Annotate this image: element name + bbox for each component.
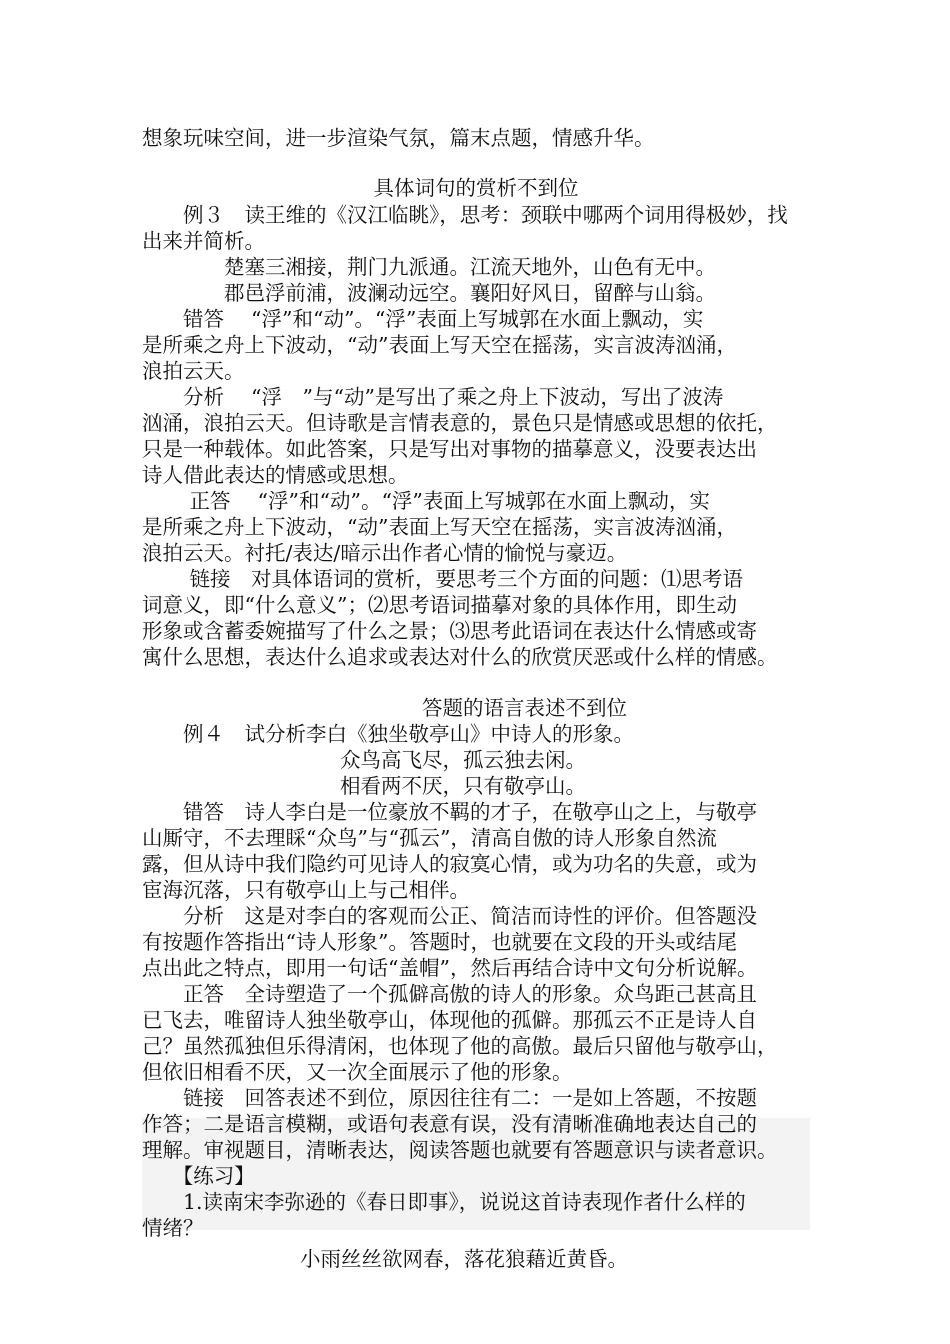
- paragraph-line: 已飞去，唯留诗人独坐敬亭山，体现他的孤僻。那孤云不正是诗人自: [142, 1008, 757, 1032]
- paragraph-line: 但依旧相看不厌，又一次全面展示了他的形象。: [142, 1060, 573, 1084]
- exercise-question: 情绪？: [142, 1216, 204, 1240]
- paragraph-line: 己？虽然孤独但乐得清闲，也体现了他的高傲。最后只留他与敬亭山，: [142, 1034, 778, 1058]
- paragraph-line: 例４ 试分析李白《独坐敬亭山》中诗人的形象。: [142, 722, 634, 746]
- paragraph-line: 浪拍云天。: [142, 359, 245, 383]
- paragraph-line: 是所乘之舟上下波动，“动”表面上写天空在摇荡，实言波涛汹涌，: [142, 333, 737, 357]
- paragraph-line: 露，但从诗中我们隐约可见诗人的寂寞心情，或为功名的失意，或为: [142, 852, 757, 876]
- paragraph-line: 出来并简析。: [142, 229, 265, 253]
- paragraph-line: 有按题作答指出“诗人形象”。答题时，也就要在文段的开头或结尾: [142, 930, 737, 954]
- paragraph-line: 寓什么思想，表达什么追求或表达对什么的欣赏厌恶或什么样的情感。: [142, 645, 778, 669]
- paragraph-line: 宦海沉落，只有敬亭山上与己相伴。: [142, 878, 470, 902]
- exercise-heading: 【练习】: [142, 1164, 255, 1188]
- paragraph-line: 只是一种载体。如此答案，只是写出对事物的描摹意义，没要表达出: [142, 437, 757, 461]
- paragraph-line: 浪拍云天。衬托/表达/暗示出作者心情的愉悦与豪迈。: [142, 541, 628, 565]
- paragraph-line: 分析 这是对李白的客观而公正、简洁而诗性的评价。但答题没: [142, 904, 757, 928]
- paragraph-line: 错答 “浮”和“动”。“浮”表面上写城郭在水面上飘动，实: [142, 307, 704, 331]
- paragraph-line: 是所乘之舟上下波动，“动”表面上写天空在摇荡，实言波涛汹涌，: [142, 515, 737, 539]
- paragraph-line: 例３ 读王维的《汉江临眺》，思考：颈联中哪两个词用得极妙，找: [142, 203, 788, 227]
- paragraph-line: 正答 全诗塑造了一个孤僻高傲的诗人的形象。众鸟距己甚高且: [142, 982, 757, 1006]
- paragraph-line: 山厮守，不去理睬“众鸟”与“孤云”，清高自傲的诗人形象自然流: [142, 826, 717, 850]
- paragraph-line: 理解。审视题目，清晰表达，阅读答题也就要有答题意识与读者意识。: [142, 1138, 778, 1162]
- exercise-question: 1.读南宋李弥逊的《春日即事》，说说这首诗表现作者什么样的: [142, 1190, 746, 1214]
- paragraph-line: 诗人借此表达的情感或思想。: [142, 463, 409, 487]
- paragraph-line: 形象或含蓄委婉描写了什么之景；⑶思考此语词在表达什么情感或寄: [142, 619, 757, 643]
- paragraph-line: 分析 “浮 ”与“动”是写出了乘之舟上下波动，写出了波涛: [142, 385, 724, 409]
- poem-line: 相看两不厌，只有敬亭山。: [340, 774, 586, 798]
- paragraph-line: 作答；二是语言模糊，或语句表意有误，没有清晰准确地表达自己的: [142, 1112, 757, 1136]
- paragraph-line: 正答 “浮”和“动”。“浮”表面上写城郭在水面上飘动，实: [142, 489, 710, 513]
- section-heading: 答题的语言表述不到位: [422, 696, 627, 720]
- paragraph-line: 链接 对具体语词的赏析，要思考三个方面的问题：⑴思考语: [142, 567, 744, 591]
- paragraph-line: 汹涌，浪拍云天。但诗歌是言情表意的，景色只是情感或思想的依托，: [142, 411, 778, 435]
- paragraph-line: 词意义，即“什么意义”；⑵思考语词描摹对象的具体作用，即生动: [142, 593, 737, 617]
- paragraph-line: 想象玩味空间，进一步渲染气氛，篇末点题，情感升华。: [142, 126, 655, 150]
- poem-line: 小雨丝丝欲网春，落花狼藉近黄昏。: [300, 1247, 628, 1271]
- paragraph-line: 错答 诗人李白是一位豪放不羁的才子，在敬亭山之上，与敬亭: [142, 800, 757, 824]
- poem-line: 郡邑浮前浦，波澜动远空。襄阳好风日，留醉与山翁。: [142, 281, 716, 305]
- paragraph-line: 点出此之特点，即用一句话“盖帽”，然后再结合诗中文句分析说解。: [142, 956, 758, 980]
- paragraph-line: 链接 回答表述不到位，原因往往有二：一是如上答题，不按题: [142, 1086, 757, 1110]
- poem-line: 楚塞三湘接，荆门九派通。江流天地外，山色有无中。: [142, 255, 716, 279]
- section-heading: 具体词句的赏析不到位: [373, 176, 579, 200]
- poem-line: 众鸟高飞尽，孤云独去闲。: [340, 748, 586, 772]
